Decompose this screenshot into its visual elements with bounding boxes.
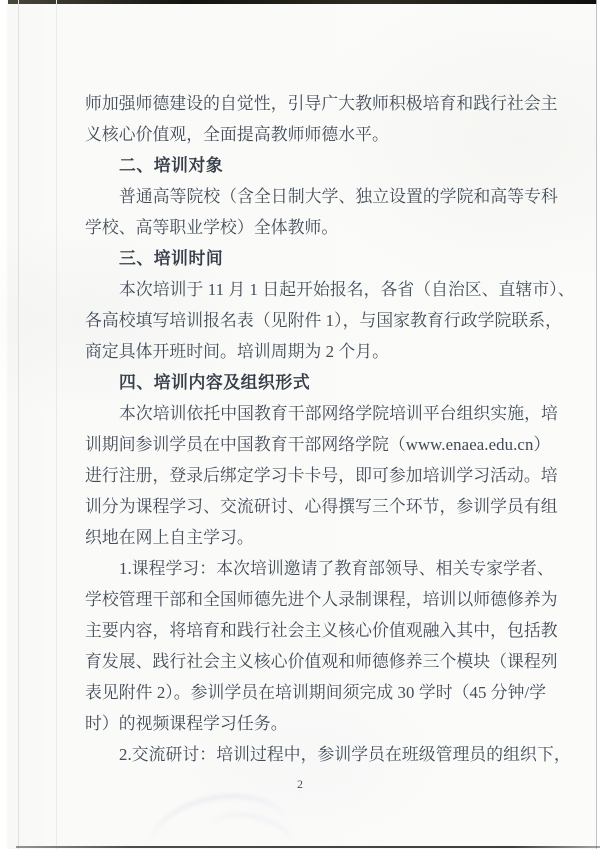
text-line: 商定具体开班时间。培训周期为 2 个月。 <box>85 342 390 361</box>
page-number: 2 <box>297 777 303 791</box>
text-line: 义核心价值观，全面提高教师师德水平。 <box>85 125 389 144</box>
text-line: 各高校填写培训报名表（见附件 1），与国家教育行政学院联系， <box>85 311 563 330</box>
text-line: 本次培训于 11 月 1 日起开始报名，各省（自治区、直辖市）、 <box>119 280 575 299</box>
section-heading-training-time: 三、培训时间 <box>119 249 224 268</box>
text-line: 学校管理干部和全国师德先进个人录制课程，培训以师德修养为 <box>85 590 558 609</box>
text-line: 训分为课程学习、交流研讨、心得撰写三个环节，参训学员有组 <box>85 497 558 516</box>
text-line: 育发展、践行社会主义核心价值观和师德修养三个模块（课程列 <box>85 652 558 671</box>
text-line: 进行注册，登录后绑定学习卡卡号，即可参加培训学习活动。培 <box>85 466 558 485</box>
text-line: 表见附件 2）。参训学员在培训期间须完成 30 学时（45 分钟/学 <box>85 683 547 702</box>
paper-edge-line-right <box>596 0 597 849</box>
text-line: 主要内容，将培育和践行社会主义核心价值观融入其中，包括教 <box>85 621 558 640</box>
paper-fold-line-left <box>18 0 19 849</box>
text-line-item-2: 2.交流研讨：培训过程中，参训学员在班级管理员的组织下， <box>119 745 571 764</box>
text-line: 织地在网上自主学习。 <box>85 528 254 547</box>
text-line-item-1: 1.课程学习：本次培训邀请了教育部领导、相关专家学者、 <box>119 559 554 578</box>
text-line: 本次培训依托中国教育干部网络学院培训平台组织实施，培 <box>119 404 558 423</box>
text-line: 时）的视频课程学习任务。 <box>85 714 288 733</box>
section-heading-training-content: 四、培训内容及组织形式 <box>119 373 311 392</box>
text-line: 师加强师德建设的自觉性，引导广大教师积极培育和践行社会主 <box>85 94 558 113</box>
paper-fold-line-inner <box>56 0 57 849</box>
document-text-block <box>85 88 575 770</box>
section-heading-training-target: 二、培训对象 <box>119 156 224 175</box>
text-line: 学校、高等职业学校）全体教师。 <box>85 218 339 237</box>
text-line-with-url: 训期间参训学员在中国教育干部网络学院（www.enaea.edu.cn） <box>85 435 551 454</box>
scan-edge-bottom <box>16 846 600 848</box>
text-line: 普通高等院校（含全日制大学、独立设置的学院和高等专科 <box>119 187 558 206</box>
scan-edge-top <box>8 0 600 4</box>
